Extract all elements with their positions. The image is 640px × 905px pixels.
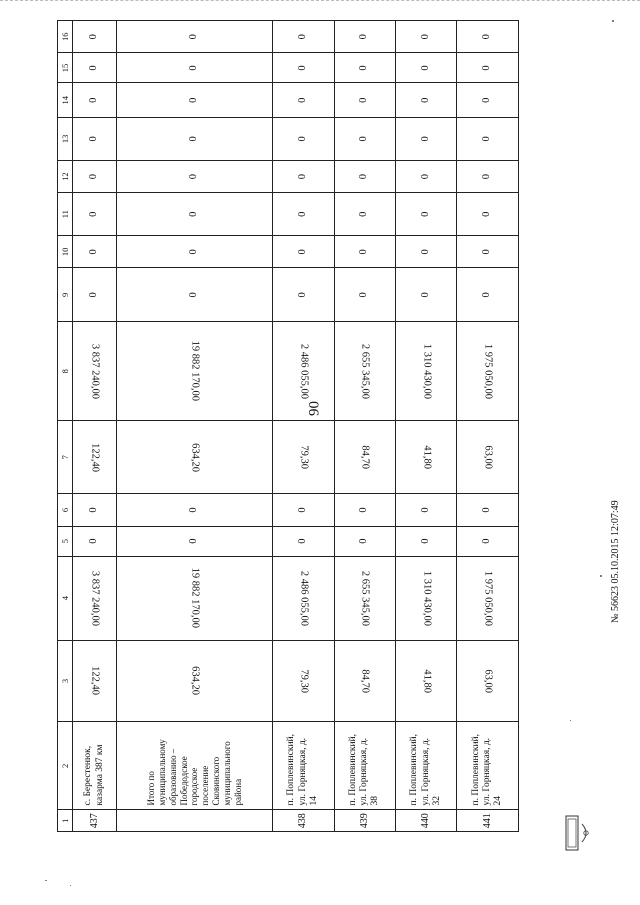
value-cell-c14: 0 — [273, 83, 334, 117]
value-cell-c13: 0 — [273, 117, 334, 160]
value-cell-c8 — [396, 322, 457, 421]
value-cell-c15: 0 — [457, 53, 519, 83]
table-row — [117, 21, 273, 832]
value-cell-c5: 0 — [334, 526, 395, 556]
value-cell-c9: 0 — [273, 268, 334, 322]
value-cell-c7 — [334, 421, 395, 494]
value-cell-c9: 0 — [73, 268, 117, 322]
value-cell-c16: 0 — [273, 21, 334, 53]
value-cell-c6: 0 — [273, 494, 334, 526]
value-text: 1 975 050,00 — [483, 343, 495, 399]
value-cell-c15: 0 — [273, 53, 334, 83]
value-cell-c7 — [457, 421, 519, 494]
value-text: 2 655 345,00 — [360, 343, 372, 399]
value-cell-c12: 0 — [117, 160, 273, 192]
value-text: 2 655 345,00 — [360, 570, 372, 626]
value-cell-c15: 0 — [117, 53, 273, 83]
value-cell-c9: 0 — [396, 268, 457, 322]
value-cell-c14: 0 — [117, 83, 273, 117]
value-cell-c12: 0 — [273, 160, 334, 192]
value-cell-c11: 0 — [334, 193, 395, 236]
value-cell-c11: 0 — [457, 193, 519, 236]
value-cell-c6: 0 — [334, 494, 395, 526]
address-cell: п. Поплевинский, ул. Горняцкая, д. 24 — [457, 722, 519, 810]
register-table — [57, 20, 519, 832]
value-cell-c7 — [273, 421, 334, 494]
scan-speck — [70, 885, 71, 886]
address-cell: п. Поплевинский, ул. Горняцкая, д. 14 — [273, 722, 334, 810]
value-text: 1 975 050,00 — [483, 570, 495, 626]
value-cell-c4 — [73, 556, 117, 640]
value-cell-c13: 0 — [334, 117, 395, 160]
value-cell-c11: 0 — [396, 193, 457, 236]
value-text: 41,80 — [421, 445, 433, 470]
table-row — [334, 21, 395, 832]
column-header-14: 14 — [58, 83, 73, 117]
value-cell-c12: 0 — [396, 160, 457, 192]
column-header-11: 11 — [58, 193, 73, 236]
value-text: 122,40 — [90, 666, 102, 696]
value-cell-c13: 0 — [396, 117, 457, 160]
value-cell-c3 — [457, 640, 519, 722]
value-cell-c10: 0 — [396, 236, 457, 268]
value-cell-c14: 0 — [334, 83, 395, 117]
value-text: 2 486 055,00 — [298, 343, 310, 399]
value-cell-c9: 0 — [457, 268, 519, 322]
value-cell-c5: 0 — [457, 526, 519, 556]
column-header-10: 10 — [58, 236, 73, 268]
value-text: 84,70 — [360, 445, 372, 470]
value-text: 19 882 170,00 — [190, 567, 202, 629]
value-cell-c11: 0 — [73, 193, 117, 236]
table-row — [457, 21, 519, 832]
column-header-5: 5 — [58, 526, 73, 556]
column-header-13: 13 — [58, 117, 73, 160]
value-cell-c16: 0 — [117, 21, 273, 53]
scan-speck — [600, 575, 602, 577]
row-number-cell: 440 — [396, 810, 457, 832]
value-cell-c15: 0 — [73, 53, 117, 83]
column-header-8: 8 — [58, 322, 73, 421]
value-cell-c16: 0 — [334, 21, 395, 53]
value-cell-c3 — [334, 640, 395, 722]
value-cell-c16: 0 — [396, 21, 457, 53]
value-cell-c4 — [396, 556, 457, 640]
column-header-9: 9 — [58, 268, 73, 322]
value-cell-c4 — [273, 556, 334, 640]
value-cell-c4 — [117, 556, 273, 640]
value-cell-c13: 0 — [457, 117, 519, 160]
value-cell-c6: 0 — [117, 494, 273, 526]
column-header-1: 1 — [58, 810, 73, 832]
value-text: 1 310 430,00 — [421, 343, 433, 399]
value-cell-c13: 0 — [117, 117, 273, 160]
column-header-3: 3 — [58, 640, 73, 722]
value-cell-c12: 0 — [334, 160, 395, 192]
signature-stamp-text: № 56623 05.10.2015 12:07:49 — [610, 500, 621, 623]
value-cell-c7 — [117, 421, 273, 494]
column-header-7: 7 — [58, 421, 73, 494]
value-cell-c8 — [117, 322, 273, 421]
value-text: 3 837 240,00 — [90, 343, 102, 399]
value-text: 19 882 170,00 — [190, 341, 202, 402]
value-cell-c14: 0 — [396, 83, 457, 117]
scan-speck — [612, 20, 614, 22]
scan-speck — [45, 880, 47, 881]
table-row — [73, 21, 117, 832]
value-cell-c14: 0 — [457, 83, 519, 117]
value-text: 2 486 055,00 — [298, 570, 310, 626]
value-cell-c8 — [273, 322, 334, 421]
row-number-cell — [117, 810, 273, 832]
value-cell-c9: 0 — [117, 268, 273, 322]
value-cell-c4 — [334, 556, 395, 640]
value-cell-c3 — [73, 640, 117, 722]
value-cell-c5: 0 — [273, 526, 334, 556]
value-text: 3 837 240,00 — [90, 570, 102, 626]
value-cell-c13: 0 — [73, 117, 117, 160]
value-cell-c7 — [73, 421, 117, 494]
value-cell-c16: 0 — [457, 21, 519, 53]
column-header-4: 4 — [58, 556, 73, 640]
value-cell-c12: 0 — [457, 160, 519, 192]
value-cell-c5: 0 — [73, 526, 117, 556]
value-cell-c8 — [457, 322, 519, 421]
scan-top-edge — [0, 0, 640, 2]
value-cell-c11: 0 — [117, 193, 273, 236]
row-number-cell: 439 — [334, 810, 395, 832]
value-cell-c5: 0 — [117, 526, 273, 556]
table-row — [396, 21, 457, 832]
value-cell-c15: 0 — [334, 53, 395, 83]
value-cell-c4 — [457, 556, 519, 640]
value-cell-c10: 0 — [334, 236, 395, 268]
value-cell-c6: 0 — [396, 494, 457, 526]
value-cell-c6: 0 — [73, 494, 117, 526]
scan-speck — [570, 720, 571, 721]
value-cell-c10: 0 — [457, 236, 519, 268]
value-text: 634,20 — [190, 442, 202, 472]
column-header-16: 16 — [58, 21, 73, 53]
value-cell-c14: 0 — [73, 83, 117, 117]
total-name-cell: Итого по муниципальному образованию – Победодское городское поселение Сковинского муниципального района — [117, 722, 273, 810]
value-cell-c16: 0 — [73, 21, 117, 53]
value-text: 41,80 — [421, 669, 433, 693]
value-text: 1 310 430,00 — [421, 570, 433, 626]
value-text: 79,30 — [298, 445, 310, 470]
value-cell-c3 — [396, 640, 457, 722]
column-header-2: 2 — [58, 722, 73, 810]
value-cell-c10: 0 — [73, 236, 117, 268]
row-number-cell: 441 — [457, 810, 519, 832]
value-cell-c5: 0 — [396, 526, 457, 556]
address-cell: с. Берестенюк, казарма 387 км — [73, 722, 117, 810]
value-cell-c6: 0 — [457, 494, 519, 526]
value-cell-c9: 0 — [334, 268, 395, 322]
address-cell: п. Поплевинский, ул. Горняцкая, д. 38 — [334, 722, 395, 810]
value-cell-c8 — [73, 322, 117, 421]
value-cell-c7 — [396, 421, 457, 494]
value-text: 122,40 — [90, 442, 102, 472]
table-row — [273, 21, 334, 832]
value-text: 63,00 — [483, 669, 495, 693]
address-cell: п. Поплевинский, ул. Горняцкая, д. 32 — [396, 722, 457, 810]
column-header-15: 15 — [58, 53, 73, 83]
value-text: 63,00 — [483, 445, 495, 470]
column-header-6: 6 — [58, 494, 73, 526]
value-cell-c3 — [273, 640, 334, 722]
value-text: 84,70 — [360, 669, 372, 693]
table-wrapper — [57, 20, 519, 832]
value-cell-c10: 0 — [273, 236, 334, 268]
stamp-icon — [564, 812, 594, 854]
value-cell-c3 — [117, 640, 273, 722]
value-cell-c10: 0 — [117, 236, 273, 268]
value-cell-c8 — [334, 322, 395, 421]
value-cell-c15: 0 — [396, 53, 457, 83]
row-number-cell: 438 — [273, 810, 334, 832]
value-text: 79,30 — [298, 669, 310, 693]
column-header-12: 12 — [58, 160, 73, 192]
value-cell-c11: 0 — [273, 193, 334, 236]
value-cell-c12: 0 — [73, 160, 117, 192]
page-number: 90 — [306, 401, 323, 416]
header-row — [58, 21, 73, 832]
value-text: 634,20 — [190, 666, 202, 696]
row-number-cell: 437 — [73, 810, 117, 832]
